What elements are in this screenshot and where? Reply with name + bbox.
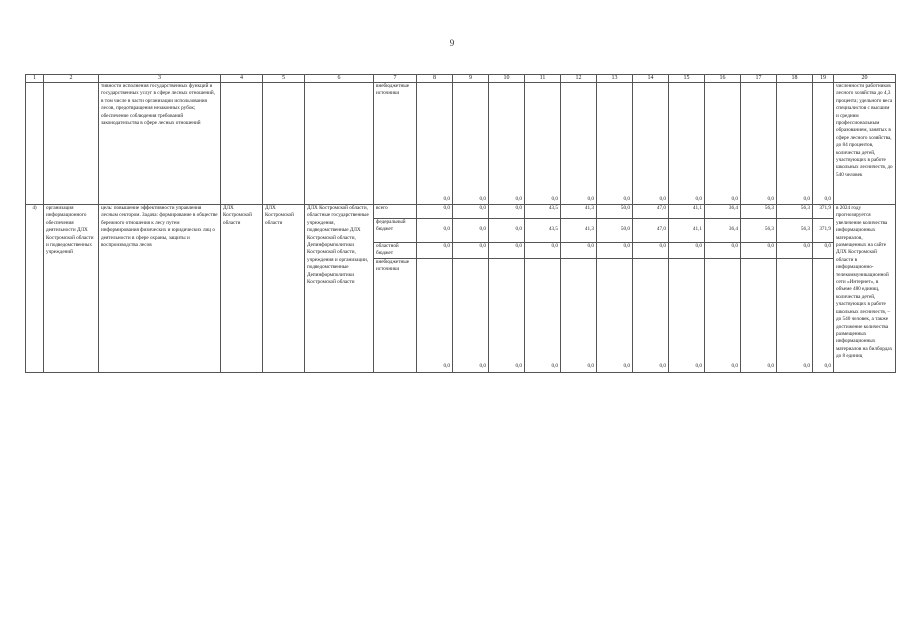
funding-source: областной бюджет bbox=[374, 243, 417, 259]
value-cell: 0,0 bbox=[489, 205, 525, 219]
col-header: 11 bbox=[525, 75, 561, 83]
value-cell: 0,0 bbox=[741, 243, 777, 259]
value-cell: 0,0 bbox=[489, 219, 525, 243]
value-cell: 56,3 bbox=[741, 205, 777, 219]
value-cell: 0,0 bbox=[633, 243, 669, 259]
value-cell: 0,0 bbox=[561, 243, 597, 259]
value-cell: 0,0 bbox=[669, 258, 705, 372]
table-row bbox=[26, 83, 896, 205]
value-cell: 0,0 bbox=[417, 243, 453, 259]
value-cell: 56,3 bbox=[741, 219, 777, 243]
value-cell: 0,0 bbox=[777, 243, 813, 259]
value-cell: 0,0 bbox=[813, 258, 834, 372]
col-header: 5 bbox=[263, 75, 305, 83]
value-cell: 0,0 bbox=[669, 83, 705, 205]
funding-source: внебюджетные источники bbox=[374, 83, 417, 205]
expected-result: численности работников лесного хозяйства до 4,3 процента; удельного веса специалистов с высшим и средним профессиональным образованием, занятых в сфере лесного хозяйства, до 84 процентов, количества детей, участвующих в работе школьных лесничеств, до 540 человек bbox=[834, 83, 896, 205]
value-cell: 43,5 bbox=[525, 219, 561, 243]
page-number: 9 bbox=[449, 38, 455, 48]
value-cell: 0,0 bbox=[453, 205, 489, 219]
value-cell: 0,0 bbox=[453, 243, 489, 259]
value-cell: 41,1 bbox=[669, 205, 705, 219]
task-description: тивности исполнения государственных функций и государственных услуг в сфере лесных отношений, в том числе в части организации использования лесов, предотвращения незаконных рубок; обеспечение соблюдения требований законодательства в сфере лесных отношений bbox=[99, 83, 221, 205]
program-table bbox=[25, 74, 896, 373]
value-cell: 0,0 bbox=[597, 83, 633, 205]
responsible-executor: ДЛХ Костромской области bbox=[221, 205, 263, 373]
row-number: 4) bbox=[26, 205, 44, 373]
col-header: 8 bbox=[417, 75, 453, 83]
value-cell: 0,0 bbox=[777, 83, 813, 205]
table-row bbox=[26, 205, 896, 219]
value-cell: 41,3 bbox=[561, 219, 597, 243]
col-header: 13 bbox=[597, 75, 633, 83]
value-cell: 47,0 bbox=[633, 205, 669, 219]
value-cell: 0,0 bbox=[417, 205, 453, 219]
value-cell: 0,0 bbox=[597, 243, 633, 259]
col-header: 9 bbox=[453, 75, 489, 83]
value-cell: 0,0 bbox=[669, 243, 705, 259]
value-cell: 0,0 bbox=[417, 219, 453, 243]
col-header: 10 bbox=[489, 75, 525, 83]
value-cell: 41,3 bbox=[561, 205, 597, 219]
col-header: 20 bbox=[834, 75, 896, 83]
funding-source: всего bbox=[374, 205, 417, 219]
value-cell: 0,0 bbox=[453, 258, 489, 372]
col-header: 1 bbox=[26, 75, 44, 83]
col-header: 3 bbox=[99, 75, 221, 83]
value-cell: 47,0 bbox=[633, 219, 669, 243]
value-cell: 0,0 bbox=[417, 258, 453, 372]
value-cell: 36,4 bbox=[705, 205, 741, 219]
funding-source: федеральный бюджет bbox=[374, 219, 417, 243]
value-cell: 0,0 bbox=[489, 258, 525, 372]
value-cell: 0,0 bbox=[633, 258, 669, 372]
activity-name: организация информационного обеспечения деятельности ДЛХ Костромской области и подведомственных учреждений bbox=[44, 205, 99, 373]
value-cell: 50,0 bbox=[597, 219, 633, 243]
value-cell: 0,0 bbox=[561, 258, 597, 372]
col-header: 6 bbox=[305, 75, 374, 83]
value-cell: 0,0 bbox=[741, 83, 777, 205]
col-header: 17 bbox=[741, 75, 777, 83]
col-header: 16 bbox=[705, 75, 741, 83]
value-cell: 0,0 bbox=[453, 219, 489, 243]
value-cell: 50,0 bbox=[597, 205, 633, 219]
value-cell: 41,1 bbox=[669, 219, 705, 243]
value-cell: 43,5 bbox=[525, 205, 561, 219]
value-cell: 0,0 bbox=[813, 83, 834, 205]
value-cell: 0,0 bbox=[741, 258, 777, 372]
value-cell: 0,0 bbox=[597, 258, 633, 372]
value-cell: 0,0 bbox=[489, 83, 525, 205]
value-cell: 371,9 bbox=[813, 219, 834, 243]
expected-result: в 2024 году прогнозируется увеличение количества информационных материалов, размещенных на сайте ДЛХ Костромской области в информационно-телекоммуникационной сети «Интернет», в объеме 480 единиц, количества детей, участвующих в работе школьных лесничеств, – до 540 человек, а также достижение количества размещенных информационных материалов на билбордах до 8 единиц bbox=[834, 205, 896, 373]
col-header: 19 bbox=[813, 75, 834, 83]
col-header: 15 bbox=[669, 75, 705, 83]
value-cell: 0,0 bbox=[705, 83, 741, 205]
value-cell: 0,0 bbox=[813, 243, 834, 259]
col-header: 7 bbox=[374, 75, 417, 83]
value-cell: 0,0 bbox=[453, 83, 489, 205]
col-header: 18 bbox=[777, 75, 813, 83]
participants: ДЛХ Костромской области, областные государственные учреждения, подведомственные ДЛХ Костромской области, Депинформполитики Костромской области, учреждения и организации, подведомственные Депинформполитики Костромской области bbox=[305, 205, 374, 373]
value-cell: 56,3 bbox=[777, 205, 813, 219]
col-header: 14 bbox=[633, 75, 669, 83]
value-cell: 371,9 bbox=[813, 205, 834, 219]
value-cell: 56,3 bbox=[777, 219, 813, 243]
funding-source: внебюджетные источники bbox=[374, 258, 417, 372]
value-cell: 0,0 bbox=[489, 243, 525, 259]
value-cell: 0,0 bbox=[561, 83, 597, 205]
value-cell: 0,0 bbox=[525, 83, 561, 205]
value-cell: 0,0 bbox=[633, 83, 669, 205]
col-header: 2 bbox=[44, 75, 99, 83]
value-cell: 0,0 bbox=[777, 258, 813, 372]
goal-task: цель: повышение эффективности управления лесным сектором. Задача: формирование в обществе бережного отношения к лесу путем информирования физических и юридических лиц о деятельности в сфере охраны, защиты и воспроизводства лесов bbox=[99, 205, 221, 373]
co-executor: ДЛХ Костромской области bbox=[263, 205, 305, 373]
value-cell: 36,4 bbox=[705, 219, 741, 243]
col-header: 4 bbox=[221, 75, 263, 83]
column-number-row bbox=[26, 75, 896, 83]
value-cell: 0,0 bbox=[705, 258, 741, 372]
value-cell: 0,0 bbox=[525, 258, 561, 372]
value-cell: 0,0 bbox=[705, 243, 741, 259]
value-cell: 0,0 bbox=[417, 83, 453, 205]
value-cell: 0,0 bbox=[525, 243, 561, 259]
col-header: 12 bbox=[561, 75, 597, 83]
